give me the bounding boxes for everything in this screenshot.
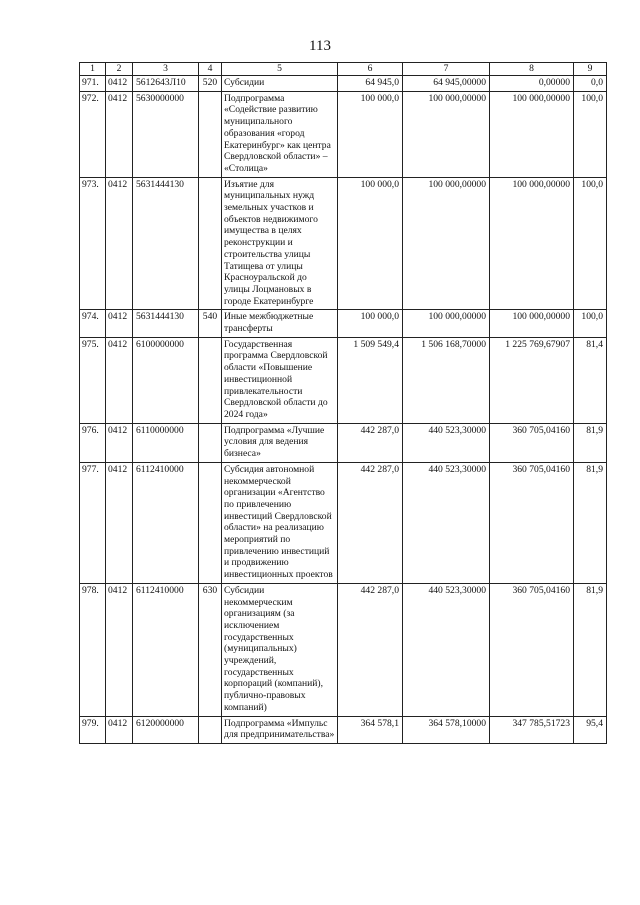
item-name-cell: Субсидии bbox=[222, 76, 338, 92]
header-cell: 8 bbox=[490, 63, 574, 76]
expense-type-cell bbox=[199, 91, 222, 177]
approved-amount-cell: 1 509 549,4 bbox=[338, 337, 403, 423]
target-article-cell: 6112410000 bbox=[133, 462, 199, 583]
item-name-cell: Подпрограмма «Лучшие условия для ведения бизнеса» bbox=[222, 423, 338, 462]
revised-amount-cell: 100 000,00000 bbox=[403, 91, 490, 177]
row-number-cell: 975. bbox=[80, 337, 106, 423]
header-cell: 6 bbox=[338, 63, 403, 76]
executed-amount-cell: 1 225 769,67907 bbox=[490, 337, 574, 423]
approved-amount-cell: 442 287,0 bbox=[338, 583, 403, 716]
row-number-cell: 972. bbox=[80, 91, 106, 177]
header-cell: 3 bbox=[133, 63, 199, 76]
header-row bbox=[80, 63, 607, 76]
approved-amount-cell: 100 000,0 bbox=[338, 177, 403, 310]
expense-type-cell: 520 bbox=[199, 76, 222, 92]
page-number: 113 bbox=[309, 38, 331, 54]
target-article-cell: 5631444130 bbox=[133, 177, 199, 310]
target-article-cell: 6112410000 bbox=[133, 583, 199, 716]
section-code-cell: 0412 bbox=[106, 91, 133, 177]
approved-amount-cell: 100 000,0 bbox=[338, 91, 403, 177]
row-number-cell: 974. bbox=[80, 310, 106, 337]
section-code-cell: 0412 bbox=[106, 310, 133, 337]
target-article-cell: 6100000000 bbox=[133, 337, 199, 423]
item-name-cell: Иные межбюджетные трансферты bbox=[222, 310, 338, 337]
executed-amount-cell: 347 785,51723 bbox=[490, 716, 574, 743]
item-name-cell: Подпрограмма «Импульс для предпринимательства» bbox=[222, 716, 338, 743]
table-row bbox=[80, 583, 607, 716]
header-cell: 5 bbox=[222, 63, 338, 76]
row-number-cell: 978. bbox=[80, 583, 106, 716]
table-row bbox=[80, 423, 607, 462]
item-name-cell: Государственная программа Свердловской области «Повышение инвестиционной привлекательности Свердловской области до 2024 года» bbox=[222, 337, 338, 423]
target-article-cell: 5612643Л10 bbox=[133, 76, 199, 92]
item-name-cell: Подпрограмма «Содействие развитию муниципального образования «город Екатеринбург» как центра Свердловской области» – «Столица» bbox=[222, 91, 338, 177]
executed-amount-cell: 100 000,00000 bbox=[490, 310, 574, 337]
revised-amount-cell: 100 000,00000 bbox=[403, 310, 490, 337]
revised-amount-cell: 440 523,30000 bbox=[403, 583, 490, 716]
revised-amount-cell: 364 578,10000 bbox=[403, 716, 490, 743]
row-number-cell: 977. bbox=[80, 462, 106, 583]
table-row bbox=[80, 337, 607, 423]
revised-amount-cell: 64 945,00000 bbox=[403, 76, 490, 92]
executed-amount-cell: 100 000,00000 bbox=[490, 91, 574, 177]
approved-amount-cell: 64 945,0 bbox=[338, 76, 403, 92]
expense-type-cell bbox=[199, 462, 222, 583]
percent-executed-cell: 81,9 bbox=[574, 583, 607, 716]
row-number-cell: 973. bbox=[80, 177, 106, 310]
percent-executed-cell: 0,0 bbox=[574, 76, 607, 92]
percent-executed-cell: 100,0 bbox=[574, 177, 607, 310]
percent-executed-cell: 95,4 bbox=[574, 716, 607, 743]
approved-amount-cell: 442 287,0 bbox=[338, 462, 403, 583]
row-number-cell: 979. bbox=[80, 716, 106, 743]
section-code-cell: 0412 bbox=[106, 177, 133, 310]
header-cell: 9 bbox=[574, 63, 607, 76]
revised-amount-cell: 100 000,00000 bbox=[403, 177, 490, 310]
table-row bbox=[80, 91, 607, 177]
row-number-cell: 976. bbox=[80, 423, 106, 462]
table-row bbox=[80, 76, 607, 92]
header-cell: 7 bbox=[403, 63, 490, 76]
table-row bbox=[80, 462, 607, 583]
expense-type-cell bbox=[199, 423, 222, 462]
item-name-cell: Субсидии некоммерческим организациям (за исключением государственных (муниципальных) учреждений, государственных корпораций (компаний), публично-правовых компаний) bbox=[222, 583, 338, 716]
table-body bbox=[80, 76, 607, 744]
expense-type-cell bbox=[199, 177, 222, 310]
target-article-cell: 5631444130 bbox=[133, 310, 199, 337]
table-row bbox=[80, 310, 607, 337]
approved-amount-cell: 364 578,1 bbox=[338, 716, 403, 743]
section-code-cell: 0412 bbox=[106, 462, 133, 583]
item-name-cell: Изъятие для муниципальных нужд земельных участков и объектов недвижимого имущества в целях реконструкции и строительства улицы Татищева от улицы Красноуральской до улицы Лоцмановых в городе Екатеринбурге bbox=[222, 177, 338, 310]
executed-amount-cell: 360 705,04160 bbox=[490, 462, 574, 583]
executed-amount-cell: 100 000,00000 bbox=[490, 177, 574, 310]
expense-type-cell bbox=[199, 716, 222, 743]
revised-amount-cell: 440 523,30000 bbox=[403, 462, 490, 583]
expense-type-cell: 630 bbox=[199, 583, 222, 716]
executed-amount-cell: 0,00000 bbox=[490, 76, 574, 92]
percent-executed-cell: 100,0 bbox=[574, 310, 607, 337]
section-code-cell: 0412 bbox=[106, 423, 133, 462]
section-code-cell: 0412 bbox=[106, 716, 133, 743]
target-article-cell: 6110000000 bbox=[133, 423, 199, 462]
percent-executed-cell: 81,9 bbox=[574, 423, 607, 462]
section-code-cell: 0412 bbox=[106, 76, 133, 92]
executed-amount-cell: 360 705,04160 bbox=[490, 423, 574, 462]
header-cell: 2 bbox=[106, 63, 133, 76]
approved-amount-cell: 100 000,0 bbox=[338, 310, 403, 337]
header-cell: 1 bbox=[80, 63, 106, 76]
table-row bbox=[80, 177, 607, 310]
revised-amount-cell: 1 506 168,70000 bbox=[403, 337, 490, 423]
item-name-cell: Субсидия автономной некоммерческой организации «Агентство по привлечению инвестиций Свердловской области» на реализацию мероприятий по привлечению инвестиций и продвижению инвестиционных проектов bbox=[222, 462, 338, 583]
revised-amount-cell: 440 523,30000 bbox=[403, 423, 490, 462]
section-code-cell: 0412 bbox=[106, 583, 133, 716]
expense-type-cell bbox=[199, 337, 222, 423]
header-cell: 4 bbox=[199, 63, 222, 76]
approved-amount-cell: 442 287,0 bbox=[338, 423, 403, 462]
budget-table bbox=[79, 62, 607, 744]
section-code-cell: 0412 bbox=[106, 337, 133, 423]
expense-type-cell: 540 bbox=[199, 310, 222, 337]
executed-amount-cell: 360 705,04160 bbox=[490, 583, 574, 716]
target-article-cell: 5630000000 bbox=[133, 91, 199, 177]
target-article-cell: 6120000000 bbox=[133, 716, 199, 743]
table-row bbox=[80, 716, 607, 743]
percent-executed-cell: 81,9 bbox=[574, 462, 607, 583]
row-number-cell: 971. bbox=[80, 76, 106, 92]
percent-executed-cell: 81,4 bbox=[574, 337, 607, 423]
percent-executed-cell: 100,0 bbox=[574, 91, 607, 177]
